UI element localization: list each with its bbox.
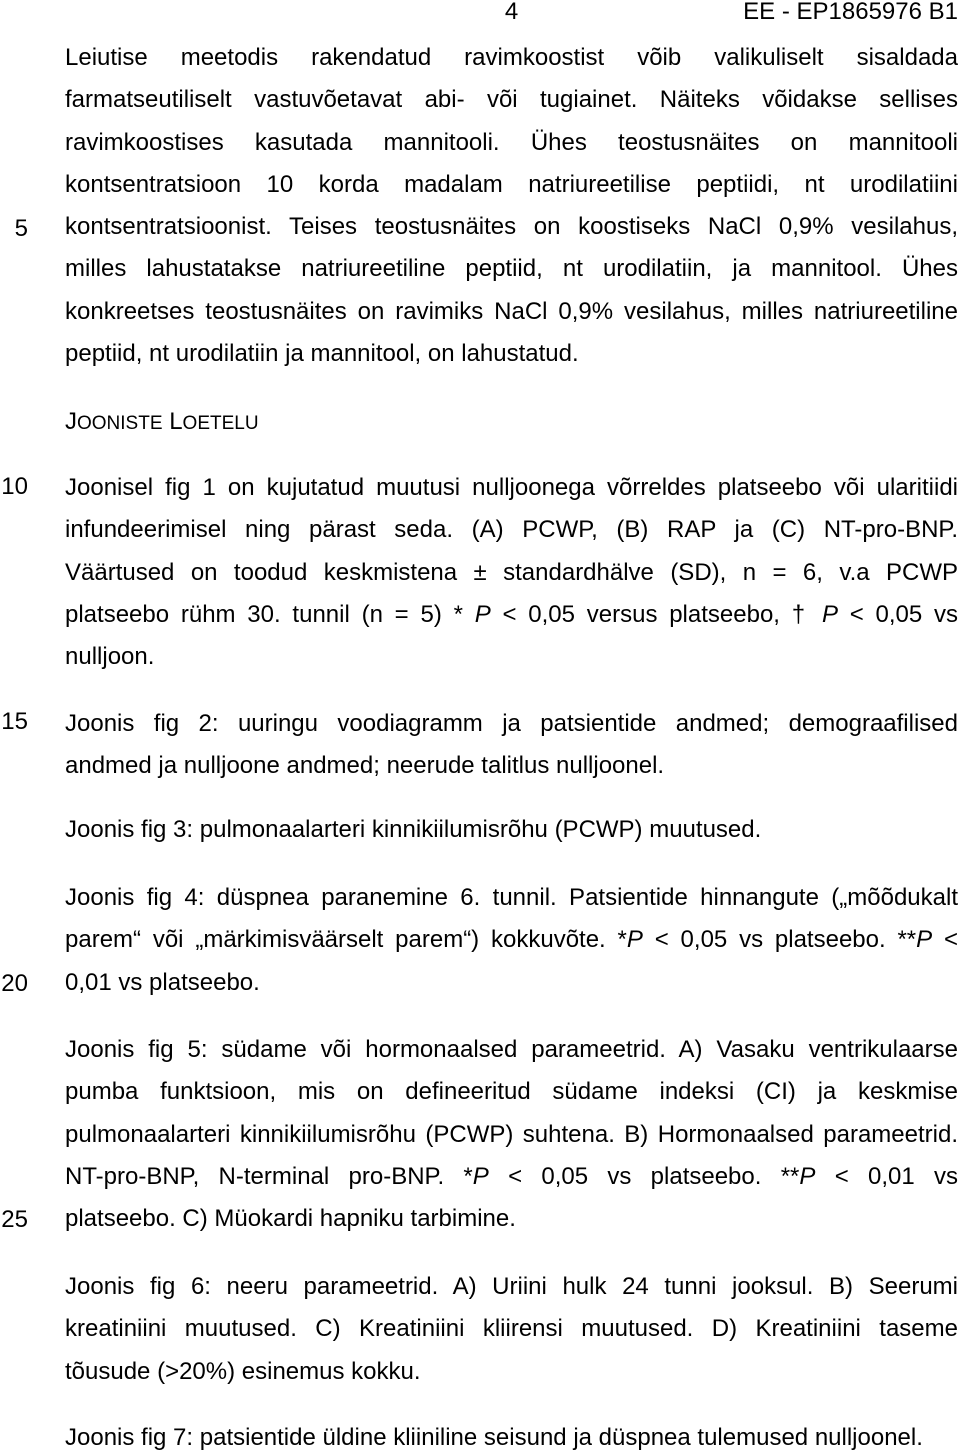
text-line: kontsentratsioonist. Teises teostusnäites on koostiseks NaCl 0,9% vesilahus, [65, 213, 958, 241]
text-line: Joonis fig 5: südame või hormonaalsed parameetrid. A) Vasaku ventrikulaarse [65, 1036, 958, 1063]
text-line: Joonis fig 6: neeru parameetrid. A) Uriini hulk 24 tunni jooksul. B) Seerumi [65, 1273, 958, 1300]
text-line: peptiid, nt urodilatiin ja mannitool, on lahustatud. [65, 340, 579, 368]
heading-small-caps: OETELU [182, 413, 259, 434]
text-run: platseebo rühm 30. tunnil (n = 5) * [65, 600, 475, 628]
text-line: platseebo. C) Müokardi hapniku tarbimine. [65, 1205, 516, 1233]
text-line: Väärtused on toodud keskmistena ± standardhälve (SD), n = 6, v.a PCWP [65, 558, 958, 586]
text-line: pumba funktsioon, mis on defineeritud südame indeksi (CI) ja keskmise [65, 1078, 958, 1106]
italic-symbol: P [799, 1162, 816, 1190]
text-line: 0,01 vs platseebo. [65, 968, 260, 996]
figure-1-description [65, 473, 958, 672]
text-line: Joonis fig 2: uuringu voodiagramm ja patsientide andmed; demograafilised [65, 710, 958, 737]
text-run: < 0,05 versus platseebo, † [490, 600, 822, 628]
text-run: parem“ või „märkimisväärselt parem“) kokkuvõte. * [65, 926, 627, 954]
text-line: pulmonaalarteri kinnikiilumisrõhu (PCWP) suhtena. B) Hormonaalsed parameetrid. [65, 1120, 958, 1148]
text-run: < 0,01 vs [815, 1162, 959, 1190]
text-line: konkreetses teostusnäites on ravimiks NaCl 0,9% vesilahus, milles natriureetiline [65, 297, 958, 325]
figure-5-description [65, 1035, 958, 1234]
text-line: Joonis fig 7: patsientide üldine kliiniline seisund ja düspnea tulemused nulljoonel. [65, 1424, 923, 1451]
text-line: Joonis fig 4: düspnea paranemine 6. tunnil. Patsientide hinnangute („mõõdukalt [65, 884, 958, 911]
document-id: EE - EP1865976 B1 [743, 0, 958, 25]
figure-2-description [65, 709, 958, 781]
text-line: nulljoon. [65, 643, 155, 671]
text-line [65, 925, 958, 955]
text-run: < [932, 926, 959, 954]
text-line: infundeerimisel ning pärast seda. (A) PCWP, (B) RAP ja (C) NT-pro-BNP. [65, 516, 958, 544]
figure-7-description [65, 1423, 958, 1453]
line-number: 25 [1, 1206, 28, 1233]
text-line [65, 600, 958, 630]
text-line: kreatiniini muutused. C) Kreatiniini kliirensi muutused. D) Kreatiniini taseme [65, 1315, 958, 1343]
text-line [65, 1162, 958, 1192]
text-run: < 0,05 vs [837, 600, 959, 628]
figure-3-description [65, 815, 958, 845]
line-number: 15 [1, 708, 28, 735]
text-line: andmed ja nulljoone andmed; neerude talitlus nulljoonel. [65, 752, 665, 780]
figure-6-description [65, 1272, 958, 1387]
line-number: 10 [1, 473, 28, 500]
line-number: 5 [14, 215, 28, 242]
line-number: 20 [1, 970, 28, 997]
heading-small-caps: OONISTE [77, 413, 163, 434]
text-run: NT-pro-BNP, N-terminal pro-BNP. * [65, 1162, 473, 1190]
intro-paragraph [65, 43, 958, 369]
text-run: < 0,05 vs platseebo. ** [488, 1162, 800, 1190]
section-heading: JOONISTE LOETELU [65, 408, 259, 435]
text-line: Joonis fig 3: pulmonaalarteri kinnikiilumisrõhu (PCWP) muutused. [65, 816, 762, 843]
text-line: Joonisel fig 1 on kujutatud muutusi nulljoonega võrreldes platseebo või ularitiidi [65, 474, 958, 501]
italic-symbol: P [626, 926, 643, 954]
italic-symbol: P [916, 926, 933, 954]
italic-symbol: P [472, 1162, 489, 1190]
text-line: kontsentratsioon 10 korda madalam natriureetilise peptiidi, nt urodilatiini [65, 170, 958, 198]
italic-symbol: P [474, 600, 491, 628]
text-line: Leiutise meetodis rakendatud ravimkoostist võib valikuliselt sisaldada [65, 44, 958, 71]
figure-4-description [65, 883, 958, 998]
text-line: ravimkoostises kasutada mannitooli. Ühes teostusnäites on mannitooli [65, 128, 958, 156]
text-line: milles lahustatakse natriureetiline peptiid, nt urodilatiin, ja mannitool. Ühes [65, 255, 958, 283]
italic-symbol: P [821, 600, 838, 628]
text-line: tõusude (>20%) esinemus kokku. [65, 1357, 421, 1385]
text-line: farmatseutiliselt vastuvõetavat abi- või tugiainet. Näiteks võidakse sellises [65, 86, 958, 114]
page-number: 4 [504, 0, 519, 25]
text-run: < 0,05 vs platseebo. ** [642, 926, 917, 954]
